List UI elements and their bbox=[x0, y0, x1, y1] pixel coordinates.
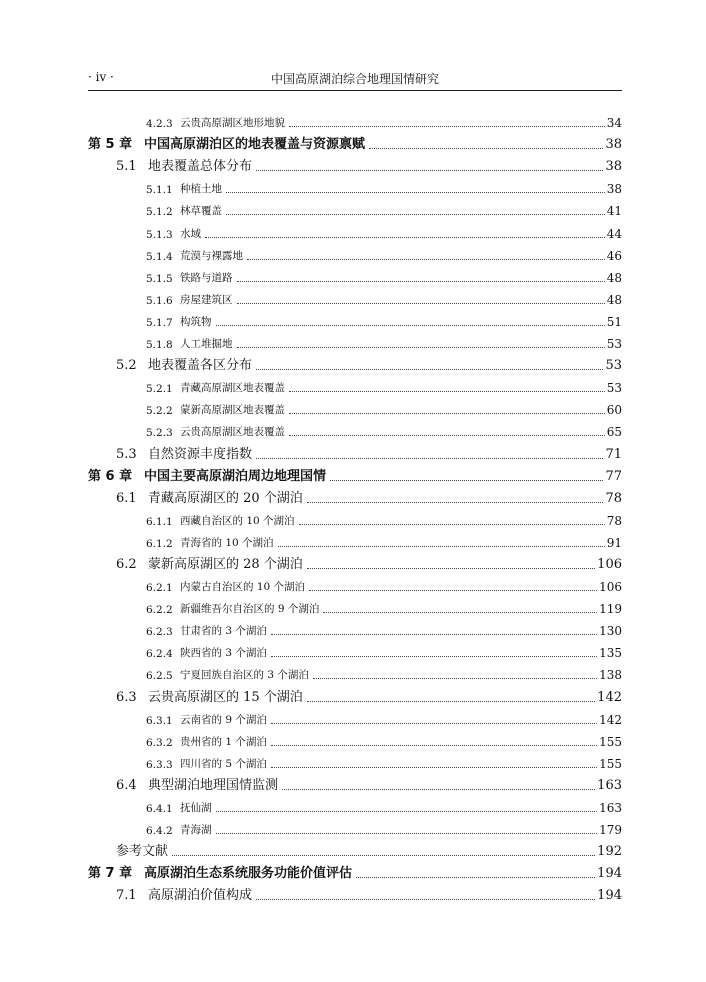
running-header bbox=[88, 66, 622, 91]
toc-entry bbox=[88, 815, 622, 837]
toc-entry-title: 铁路与道路 bbox=[180, 271, 233, 284]
toc-entry-page: 60 bbox=[606, 403, 622, 418]
toc-entry-page: 38 bbox=[606, 182, 622, 197]
toc-entry-title: 甘肃省的 3 个湖泊 bbox=[180, 625, 267, 638]
toc-entry-page: 65 bbox=[606, 425, 622, 440]
page-number: · iv · bbox=[88, 70, 114, 84]
toc-entry-title: 地表覆盖总体分布 bbox=[148, 159, 253, 175]
toc-entry-number: 6.2 bbox=[116, 556, 137, 572]
toc-entry bbox=[88, 594, 622, 616]
toc-entry-number: 6.2.4 bbox=[146, 648, 173, 661]
dot-leader bbox=[237, 346, 605, 348]
toc-entry-title: 水域 bbox=[180, 227, 201, 240]
toc-entry-page: 155 bbox=[599, 756, 622, 771]
toc-entry bbox=[88, 749, 622, 771]
toc-entry-page: 138 bbox=[599, 668, 622, 683]
dot-leader bbox=[323, 611, 597, 613]
toc-entry-title: 青藏高原湖区地表覆盖 bbox=[180, 382, 285, 395]
toc-entry-title: 贵州省的 1 个湖泊 bbox=[180, 735, 267, 748]
toc-entry bbox=[88, 130, 622, 152]
toc-entry bbox=[88, 307, 622, 329]
toc-entry-number: 4.2.3 bbox=[146, 118, 173, 131]
toc-entry-page: 44 bbox=[606, 226, 622, 241]
toc-entry bbox=[88, 528, 622, 550]
toc-entry-title: 人工堆掘地 bbox=[180, 338, 233, 351]
toc-entry-title: 云贵高原湖区地表覆盖 bbox=[180, 426, 285, 439]
toc-entry bbox=[88, 550, 622, 572]
toc-entry-page: 48 bbox=[606, 270, 622, 285]
dot-leader bbox=[282, 788, 595, 790]
toc-entry-page: 77 bbox=[605, 468, 622, 484]
toc-entry-number: 6.2.5 bbox=[146, 670, 173, 683]
toc-entry bbox=[88, 108, 622, 130]
toc-entry-title: 高原湖泊价值构成 bbox=[148, 888, 253, 904]
toc-entry-title: 典型湖泊地理国情监测 bbox=[148, 777, 279, 793]
toc-entry-number: 5.2.2 bbox=[146, 405, 173, 418]
toc-entry-title: 陕西省的 3 个湖泊 bbox=[180, 647, 267, 660]
dot-leader bbox=[226, 213, 605, 215]
toc-entry-title: 宁夏回族自治区的 3 个湖泊 bbox=[180, 669, 309, 682]
toc-entry-page: 38 bbox=[605, 137, 622, 153]
dot-leader bbox=[278, 545, 605, 547]
toc-entry bbox=[88, 727, 622, 749]
toc-entry-number: 6.1.2 bbox=[146, 537, 173, 550]
toc-entry-page: 106 bbox=[597, 556, 622, 572]
toc-entry-page: 48 bbox=[606, 292, 622, 307]
toc-entry-number: 5.1.6 bbox=[146, 294, 173, 307]
dot-leader bbox=[309, 589, 597, 591]
toc-entry-title: 新疆维吾尔自治区的 9 个湖泊 bbox=[180, 603, 320, 616]
toc-entry bbox=[88, 484, 622, 506]
toc-entry-number: 5.2.1 bbox=[146, 383, 173, 396]
toc-entry-title: 自然资源丰度指数 bbox=[148, 446, 253, 462]
toc-entry-page: 119 bbox=[599, 602, 622, 617]
toc-entry-page: 78 bbox=[606, 513, 622, 528]
dot-leader bbox=[237, 302, 605, 304]
dot-leader bbox=[307, 700, 595, 702]
toc-entry-page: 163 bbox=[597, 777, 622, 793]
toc-entry-page: 51 bbox=[606, 314, 622, 329]
toc-entry bbox=[88, 506, 622, 528]
dot-leader bbox=[289, 434, 605, 436]
toc-entry-number: 6.2.2 bbox=[146, 604, 173, 617]
toc-entry bbox=[88, 152, 622, 174]
toc-entry-number: 5.1.5 bbox=[146, 272, 173, 285]
dot-leader bbox=[271, 722, 597, 724]
toc-entry bbox=[88, 395, 622, 417]
toc-entry-title: 林草覆盖 bbox=[180, 205, 222, 218]
toc-entry bbox=[88, 837, 622, 859]
toc-entry-title: 蒙新高原湖区地表覆盖 bbox=[180, 404, 285, 417]
toc-entry-page: 34 bbox=[606, 116, 622, 131]
toc-entry-title: 西藏自治区的 10 个湖泊 bbox=[180, 514, 295, 527]
toc-entry-page: 155 bbox=[599, 734, 622, 749]
toc-entry bbox=[88, 859, 622, 881]
toc-entry bbox=[88, 439, 622, 461]
toc-entry-number: 6.1.1 bbox=[146, 515, 173, 528]
toc-entry-number: 5.1.2 bbox=[146, 206, 173, 219]
dot-leader bbox=[307, 567, 595, 569]
dot-leader bbox=[226, 191, 605, 193]
toc-entry-number: 6.3.1 bbox=[146, 714, 173, 727]
toc-entry-title: 青藏高原湖区的 20 个湖泊 bbox=[148, 490, 303, 506]
toc-entry-number: 5.1.3 bbox=[146, 228, 173, 241]
toc-entry bbox=[88, 329, 622, 351]
toc-entry-number: 第 7 章 bbox=[88, 866, 133, 882]
toc-entry-number: 5.1.8 bbox=[146, 339, 173, 352]
toc-entry-page: 41 bbox=[606, 204, 622, 219]
toc-entry-page: 194 bbox=[597, 888, 622, 904]
toc-entry-number: 5.1.7 bbox=[146, 316, 173, 329]
dot-leader bbox=[313, 677, 597, 679]
toc-entry-number: 6.2.3 bbox=[146, 626, 173, 639]
toc-entry-title: 中国高原湖泊区的地表覆盖与资源禀赋 bbox=[144, 137, 366, 153]
toc-entry-page: 192 bbox=[597, 844, 622, 860]
toc-entry-title: 四川省的 5 个湖泊 bbox=[180, 757, 267, 770]
dot-leader bbox=[271, 655, 597, 657]
toc-entry-page: 46 bbox=[606, 248, 622, 263]
dot-leader bbox=[256, 898, 595, 900]
toc-entry-number: 6.4.2 bbox=[146, 825, 173, 838]
toc-entry-page: 53 bbox=[606, 337, 622, 352]
toc-entry bbox=[88, 196, 622, 218]
toc-entry-number: 5.2.3 bbox=[146, 427, 173, 440]
dot-leader bbox=[289, 412, 605, 414]
toc-entry-number: 第 6 章 bbox=[88, 468, 133, 484]
toc-entry-title: 高原湖泊生态系统服务功能价值评估 bbox=[144, 866, 353, 882]
dot-leader bbox=[271, 744, 597, 746]
toc-entry-page: 142 bbox=[597, 689, 622, 705]
toc-entry-title: 构筑物 bbox=[180, 315, 212, 328]
dot-leader bbox=[256, 169, 603, 171]
toc-entry-number: 6.3.3 bbox=[146, 758, 173, 771]
toc-entry bbox=[88, 881, 622, 903]
toc-entry-title: 云贵高原湖区地形地貌 bbox=[180, 117, 285, 130]
toc-entry bbox=[88, 638, 622, 660]
toc-entry-number: 5.1.1 bbox=[146, 184, 173, 197]
dot-leader bbox=[289, 125, 605, 127]
toc-entry-title: 青海省的 10 个湖泊 bbox=[180, 536, 274, 549]
dot-leader bbox=[247, 258, 605, 260]
toc-entry-title: 云南省的 9 个湖泊 bbox=[180, 713, 267, 726]
toc-entry bbox=[88, 572, 622, 594]
dot-leader bbox=[330, 479, 603, 481]
toc-entry-title: 云贵高原湖区的 15 个湖泊 bbox=[148, 689, 303, 705]
toc-entry-number: 6.2.1 bbox=[146, 582, 173, 595]
toc-entry-page: 130 bbox=[599, 624, 622, 639]
toc-entry bbox=[88, 793, 622, 815]
toc-entry-title: 抚仙湖 bbox=[180, 802, 212, 814]
toc-entry bbox=[88, 218, 622, 240]
toc-entry-page: 78 bbox=[605, 490, 622, 506]
toc-entry-number: 7.1 bbox=[116, 888, 137, 904]
dot-leader bbox=[172, 854, 595, 856]
dot-leader bbox=[205, 236, 605, 238]
toc-entry-title: 种植土地 bbox=[180, 183, 222, 196]
dot-leader bbox=[216, 324, 605, 326]
toc-entry-title: 地表覆盖各区分布 bbox=[148, 358, 253, 374]
toc-entry-number: 6.1 bbox=[116, 490, 137, 506]
toc-entry-page: 106 bbox=[599, 580, 622, 595]
toc-entry bbox=[88, 660, 622, 682]
toc-entry-page: 163 bbox=[599, 801, 622, 815]
dot-leader bbox=[237, 280, 605, 282]
toc-entry-number: 6.4 bbox=[116, 777, 137, 793]
toc-entry-title: 内蒙古自治区的 10 个湖泊 bbox=[180, 581, 306, 594]
dot-leader bbox=[299, 523, 605, 525]
dot-leader bbox=[256, 457, 603, 459]
toc-entry bbox=[88, 705, 622, 727]
toc-entry bbox=[88, 682, 622, 704]
dot-leader bbox=[271, 633, 597, 635]
toc-entry-number: 5.2 bbox=[116, 358, 137, 374]
dot-leader bbox=[289, 390, 605, 392]
toc-entry-title: 参考文献 bbox=[116, 844, 169, 860]
dot-leader bbox=[307, 501, 604, 503]
toc-entry-title: 青海湖 bbox=[180, 824, 212, 837]
toc-entry-title: 房屋建筑区 bbox=[180, 293, 233, 306]
toc-entry bbox=[88, 462, 622, 484]
toc-entry-page: 179 bbox=[599, 823, 622, 838]
toc-entry bbox=[88, 351, 622, 373]
toc-entry-number: 第 5 章 bbox=[88, 137, 133, 153]
toc-entry-page: 91 bbox=[606, 535, 622, 550]
toc-entry bbox=[88, 263, 622, 285]
toc-entry-number: 5.1 bbox=[116, 159, 137, 175]
running-title: 中国高原湖泊综合地理国情研究 bbox=[270, 72, 439, 86]
toc-entry-number: 5.3 bbox=[116, 446, 137, 462]
dot-leader bbox=[216, 810, 598, 812]
dot-leader bbox=[256, 368, 603, 370]
toc-entry-page: 53 bbox=[606, 381, 622, 396]
toc-entry-number: 6.3.2 bbox=[146, 736, 173, 749]
toc-entry-number: 6.3 bbox=[116, 689, 137, 705]
dot-leader bbox=[216, 832, 598, 834]
toc-entry-page: 71 bbox=[605, 446, 622, 462]
toc-entry bbox=[88, 285, 622, 307]
toc-entry-title: 蒙新高原湖区的 28 个湖泊 bbox=[148, 556, 303, 572]
table-of-contents bbox=[88, 108, 622, 903]
toc-entry-page: 194 bbox=[597, 866, 622, 882]
toc-entry-page: 53 bbox=[605, 358, 622, 374]
dot-leader bbox=[369, 147, 603, 149]
toc-entry bbox=[88, 373, 622, 395]
toc-entry-number: 5.1.4 bbox=[146, 250, 173, 263]
toc-entry-page: 142 bbox=[599, 712, 622, 727]
dot-leader bbox=[356, 876, 595, 878]
toc-entry-title: 中国主要高原湖泊周边地理国情 bbox=[144, 468, 327, 484]
toc-entry bbox=[88, 616, 622, 638]
toc-entry-title: 荒漠与裸露地 bbox=[180, 249, 243, 262]
toc-entry bbox=[88, 417, 622, 439]
dot-leader bbox=[271, 766, 597, 768]
toc-entry bbox=[88, 241, 622, 263]
toc-entry-page: 38 bbox=[605, 159, 622, 175]
toc-entry bbox=[88, 174, 622, 196]
toc-entry-number: 6.4.1 bbox=[146, 803, 173, 815]
toc-entry bbox=[88, 771, 622, 793]
toc-entry-page: 135 bbox=[599, 646, 622, 661]
